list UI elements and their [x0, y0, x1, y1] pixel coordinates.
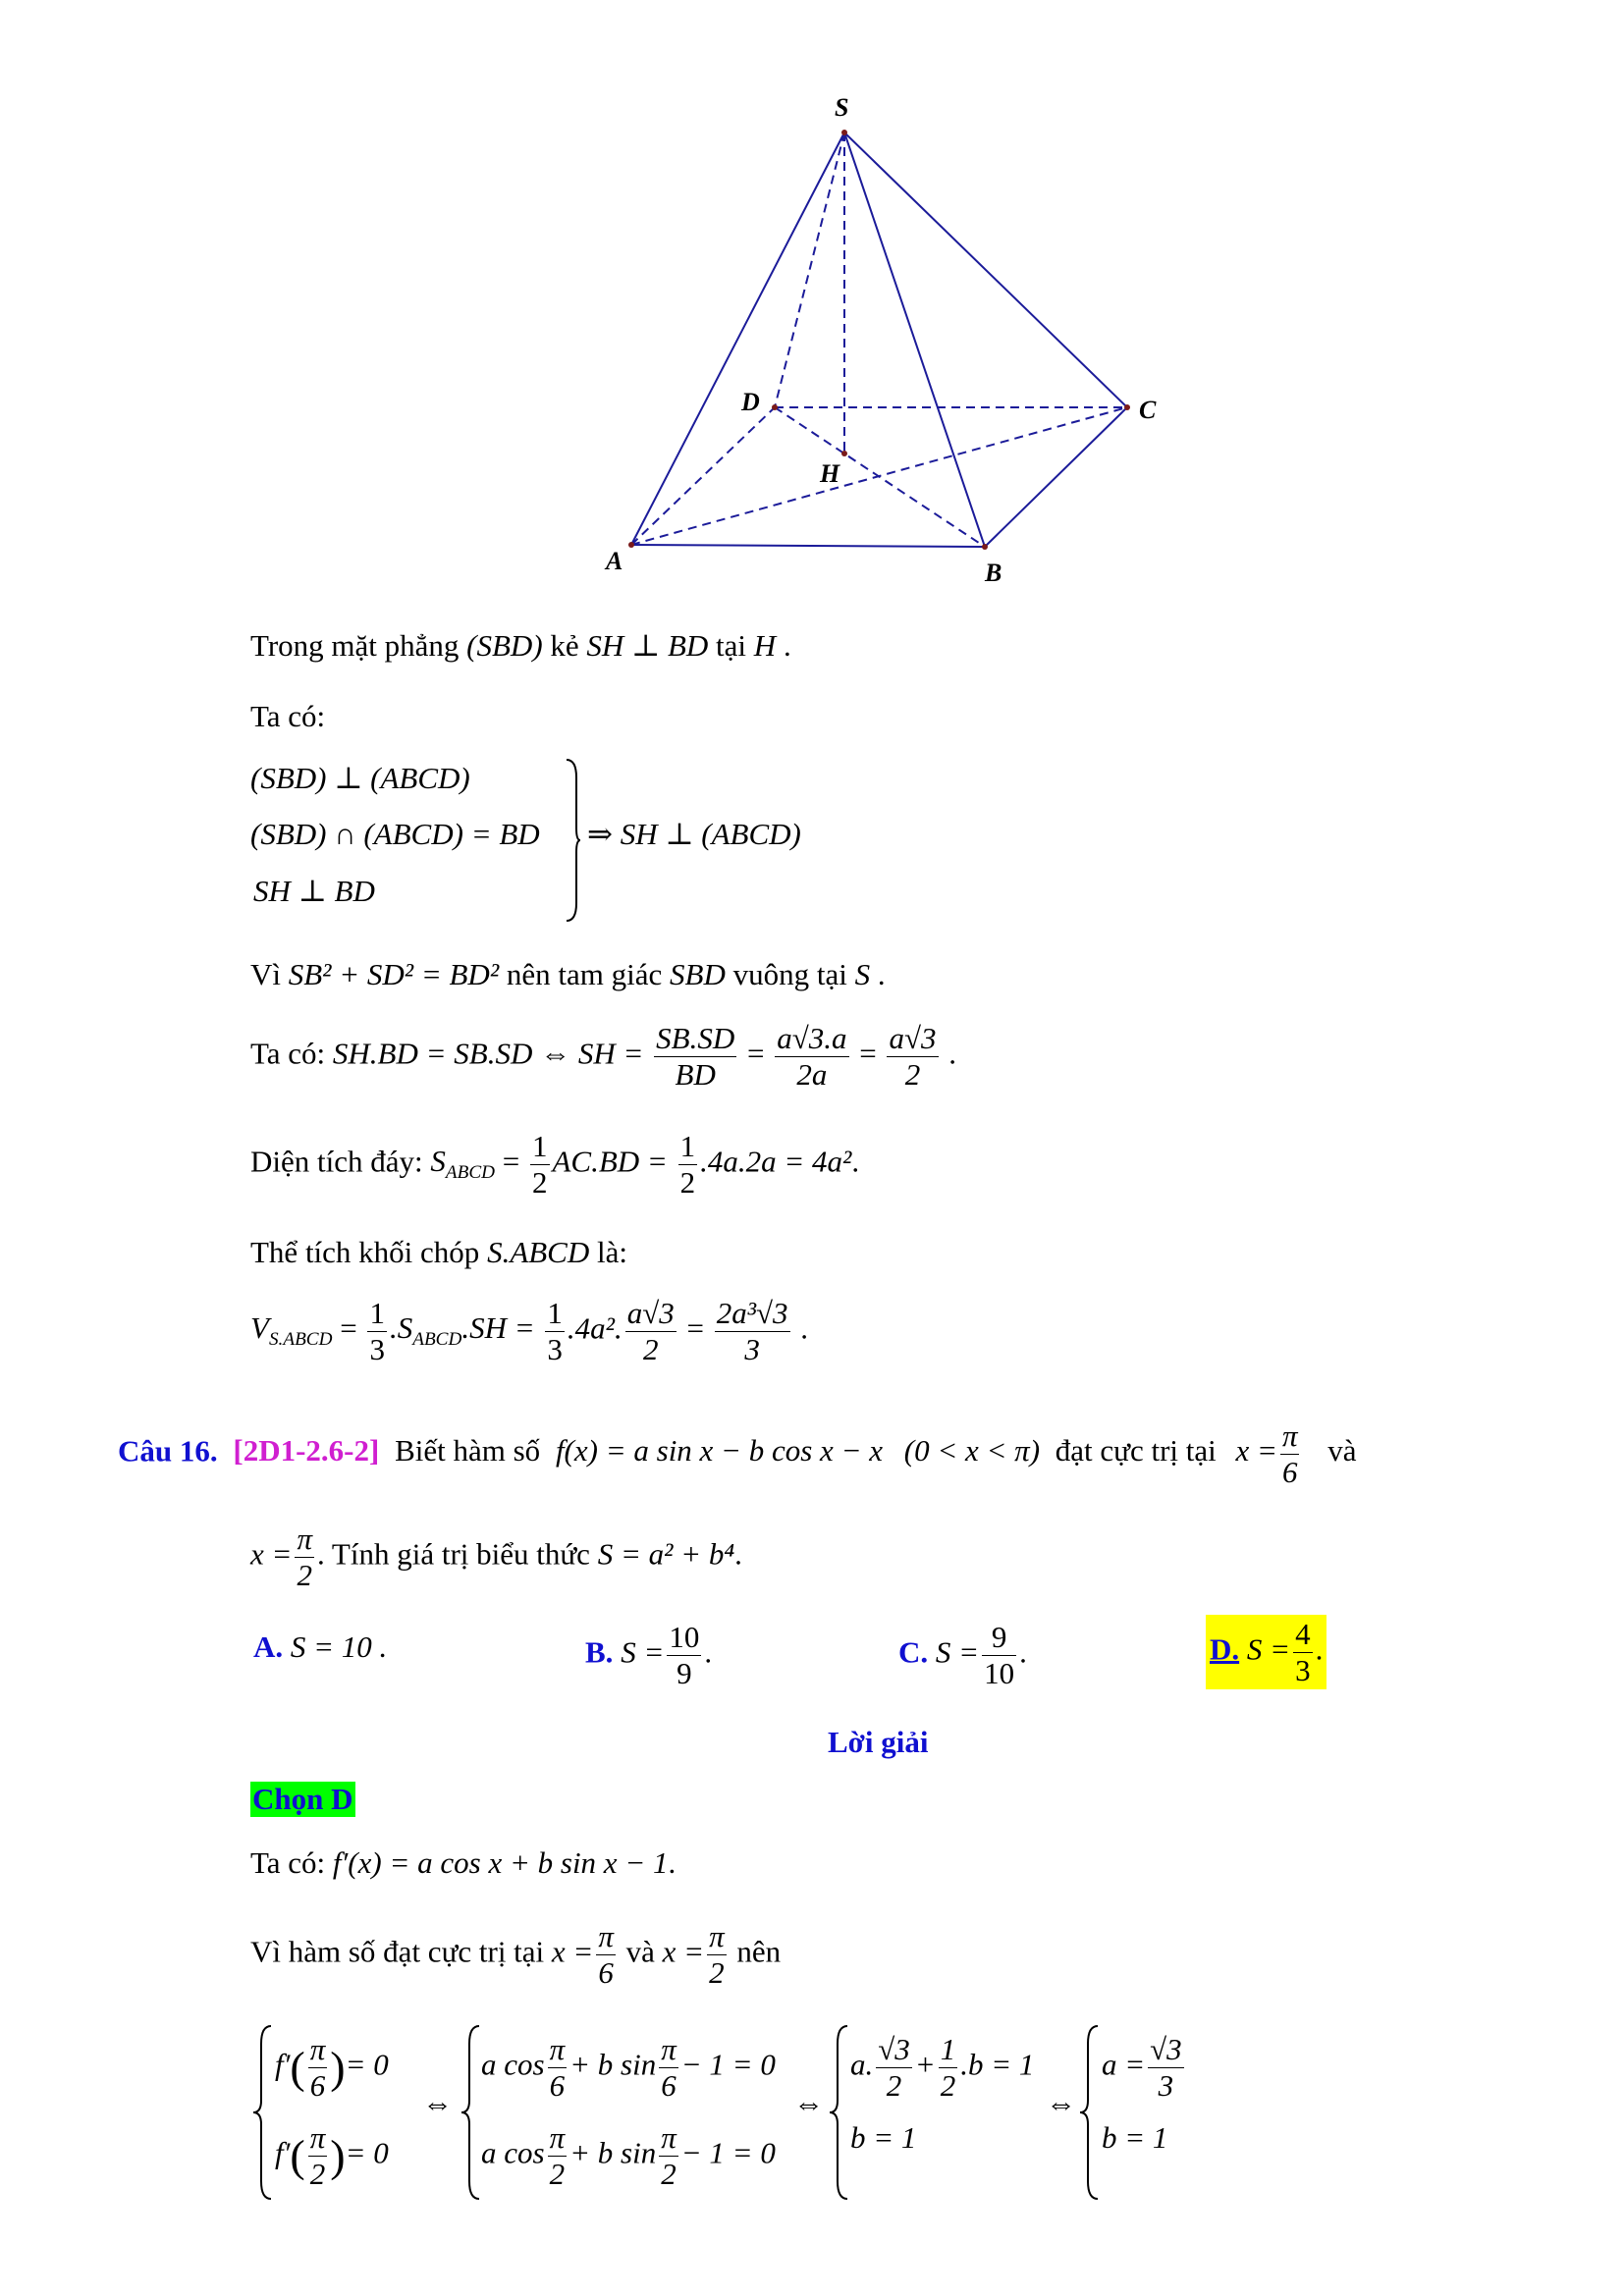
option-B[interactable]: B. S = $\frac{10}{9}$ . — [585, 1620, 713, 1690]
system1-row2: (SBD) ∩ (ABCD) = BD — [250, 817, 540, 851]
text-line-7: $V_{S.ABCD}$ = $\frac{1}{3}$ $.S_{ABCD}.SH$ = $\frac{1}{3}$ .4a². $\frac{a√3}{2}$ = $\frac{\text{2a³√3}}{3}$ . — [250, 1296, 809, 1366]
solution-line-2: Vì hàm số đạt cực trị tại x = $\frac{\pi}{6}$ và x = $\frac{\pi}{2}$ nên — [250, 1919, 782, 1990]
option-A[interactable]: A. S = 10 . — [253, 1629, 388, 1664]
edge-SD — [775, 133, 844, 407]
system1-row3: SH ⊥ BD — [253, 874, 375, 908]
sys-row2-right: b = 1 — [850, 2120, 917, 2155]
option-D-highlighted[interactable]: D. S = $\frac{4}{3}$ . — [1206, 1615, 1326, 1689]
pyramid-figure — [0, 0, 1624, 609]
right-brace — [565, 758, 580, 923]
left-brace-1 — [251, 2024, 273, 2201]
label-A: A — [606, 547, 623, 575]
text-line-1: Trong mặt phẳng (SBD) kẻ SH ⊥ BD tại H . — [250, 628, 791, 663]
question-code: [2D1-2.6-2] — [233, 1433, 380, 1468]
sys-row1-right: a. $\frac{√3}{2}$ + $\frac{1}{2}$ .b = 1 — [850, 2032, 1035, 2103]
sys-row2-mid: a cos $\frac{\pi}{2}$ + b sin $\frac{\pi}{2}$ − 1 = 0 — [481, 2120, 776, 2191]
iff-1: ⇔ — [422, 2086, 453, 2120]
system1-result: ⇒ SH ⊥ (ABCD) — [587, 817, 801, 851]
label-S: S — [835, 93, 849, 122]
left-brace-4 — [1078, 2024, 1100, 2201]
sys-row1-final: a = $\frac{√3}{3}$ — [1102, 2032, 1182, 2103]
text-line-5: Diện tích đáy: $S_{ABCD}$ = $\frac{1}{2}$ AC.BD = $\frac{1}{2}$ .4a.2a = 4a². — [250, 1129, 860, 1200]
left-brace-3 — [828, 2024, 849, 2201]
system1-row1: (SBD) ⊥ (ABCD) — [250, 761, 470, 795]
edge-SA — [631, 133, 844, 545]
sys-row1-left: f′( $\frac{\pi}{6}$ )= 0 — [275, 2032, 389, 2103]
solution-line-1: Ta có: f′(x) = a cos x + b sin x − 1. — [250, 1845, 677, 1880]
edge-BC — [985, 407, 1127, 547]
label-D: D — [741, 388, 760, 416]
text-line-2: Ta có: — [250, 699, 326, 733]
question-16: Câu 16. [2D1-2.6-2] Biết hàm số f(x) = a sin x − b cos x − x (0 < x < π) đạt cực trị tại x = $\frac{\pi}{6}$ và — [118, 1418, 1357, 1489]
label-C: C — [1139, 396, 1157, 424]
question-16-line-2: x = $\frac{\pi}{2}$ . Tính giá trị biểu thức S = a² + b⁴. — [250, 1522, 742, 1592]
label-B: B — [985, 559, 1002, 587]
label-H: H — [820, 459, 840, 488]
edge-AB — [631, 545, 985, 547]
sys-row1-mid: a cos $\frac{\pi}{6}$ + b sin $\frac{\pi}{6}$ − 1 = 0 — [481, 2032, 776, 2103]
iff-2: ⇔ — [793, 2086, 824, 2120]
text-line-3: Vì SB² + SD² = BD² nên tam giác SBD vuông tại S . — [250, 957, 886, 991]
text-line-6: Thể tích khối chóp S.ABCD là: — [250, 1235, 627, 1269]
edge-SC — [844, 133, 1127, 407]
edge-DB — [775, 407, 985, 547]
question-number: Câu 16. — [118, 1433, 218, 1468]
solution-title: Lời giải — [828, 1725, 929, 1759]
option-C[interactable]: C. S = $\frac{9}{10}$ . — [898, 1620, 1027, 1690]
sys-row2-left: f′( $\frac{\pi}{2}$ )= 0 — [275, 2120, 389, 2191]
iff-3: ⇔ — [1046, 2086, 1076, 2120]
edge-SB — [844, 133, 985, 547]
sys-row2-final: b = 1 — [1102, 2120, 1168, 2155]
left-brace-2 — [460, 2024, 481, 2201]
text-line-4: Ta có: SH.BD = SB.SD ⇔ SH = $\frac{SB.SD}{BD}$ = $\frac{a√3.a}{2a}$ = $\frac{a√3}{2}$ . — [250, 1021, 956, 1092]
solution-choice: Chọn D — [252, 1782, 353, 1816]
